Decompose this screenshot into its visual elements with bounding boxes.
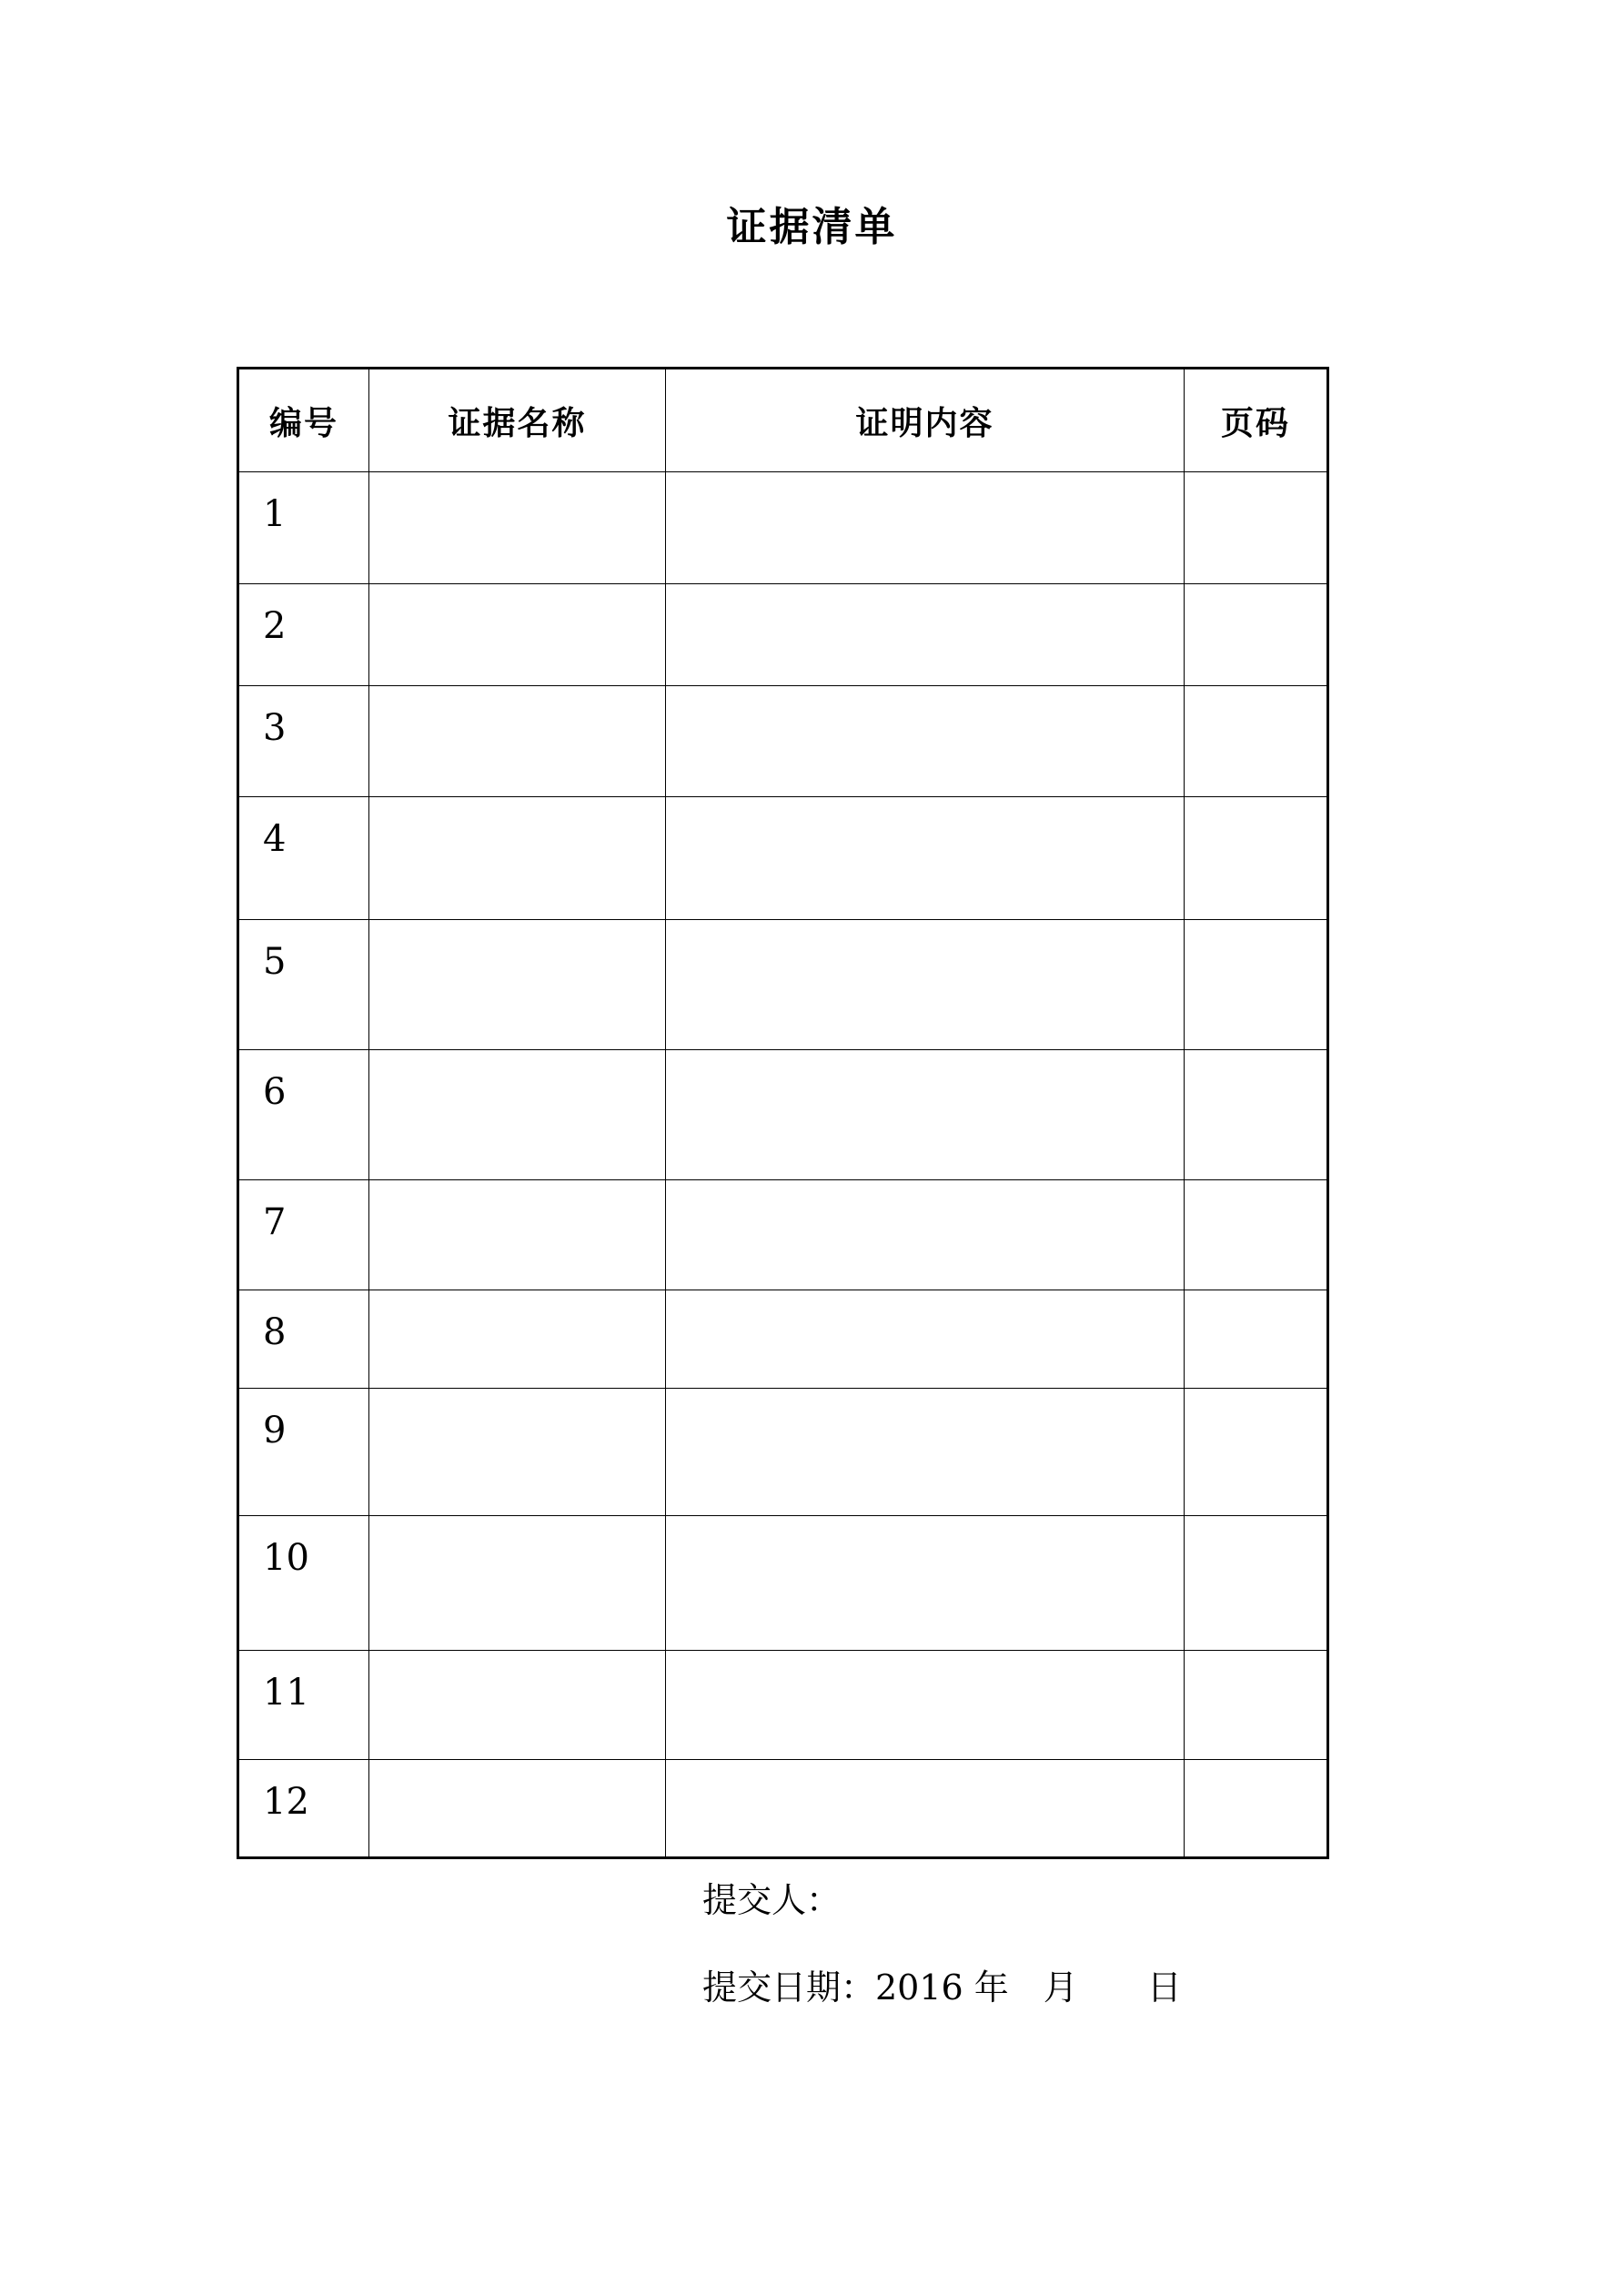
proof-content-cell [666,920,1185,1050]
page-number-cell [1185,1180,1328,1290]
row-number: 5 [238,920,369,1050]
header-number: 编号 [238,369,369,472]
proof-content-cell [666,686,1185,797]
page-title: 证据清单 [726,204,898,250]
evidence-name-cell [369,686,666,797]
page-number-cell [1185,1050,1328,1180]
proof-content-cell [666,584,1185,686]
evidence-table [237,367,1329,1859]
proof-content-cell [666,797,1185,920]
page-number-cell [1185,1290,1328,1389]
header-page-number: 页码 [1185,369,1328,472]
proof-content-cell [666,1651,1185,1760]
table-row [238,1180,1328,1290]
table-row [238,686,1328,797]
proof-content-cell [666,472,1185,584]
evidence-name-cell [369,1050,666,1180]
table-row [238,1050,1328,1180]
evidence-name-cell [369,797,666,920]
row-number: 10 [238,1516,369,1651]
proof-content-cell [666,1180,1185,1290]
page-number-cell [1185,1760,1328,1858]
table-row [238,1389,1328,1516]
evidence-name-cell [369,1290,666,1389]
row-number: 9 [238,1389,369,1516]
table-row [238,920,1328,1050]
submitter-line: 提交人： [702,1880,842,1920]
table-header-row [238,369,1328,472]
proof-content-cell [666,1290,1185,1389]
page-number-cell [1185,1389,1328,1516]
table-row [238,1760,1328,1858]
evidence-name-cell [369,1516,666,1651]
evidence-name-cell [369,1389,666,1516]
page-number-cell [1185,797,1328,920]
evidence-name-cell [369,1651,666,1760]
table-row [238,797,1328,920]
proof-content-cell [666,1516,1185,1651]
page-number-cell [1185,686,1328,797]
page-number-cell [1185,584,1328,686]
page-number-cell [1185,920,1328,1050]
table-row [238,584,1328,686]
row-number: 1 [238,472,369,584]
row-number: 4 [238,797,369,920]
row-number: 12 [238,1760,369,1858]
table-row [238,472,1328,584]
row-number: 11 [238,1651,369,1760]
row-number: 2 [238,584,369,686]
page-number-cell [1185,472,1328,584]
evidence-name-cell [369,920,666,1050]
page-number-cell [1185,1651,1328,1760]
row-number: 8 [238,1290,369,1389]
proof-content-cell [666,1050,1185,1180]
submit-date-line: 提交日期：2016 年 月 日 [702,1967,1182,2008]
proof-content-cell [666,1389,1185,1516]
row-number: 7 [238,1180,369,1290]
table-row [238,1516,1328,1651]
header-proof-content: 证明内容 [666,369,1185,472]
evidence-name-cell [369,1180,666,1290]
row-number: 6 [238,1050,369,1180]
evidence-name-cell [369,1760,666,1858]
header-evidence-name: 证据名称 [369,369,666,472]
table-row [238,1651,1328,1760]
evidence-name-cell [369,472,666,584]
table-row [238,1290,1328,1389]
evidence-name-cell [369,584,666,686]
proof-content-cell [666,1760,1185,1858]
page-number-cell [1185,1516,1328,1651]
row-number: 3 [238,686,369,797]
